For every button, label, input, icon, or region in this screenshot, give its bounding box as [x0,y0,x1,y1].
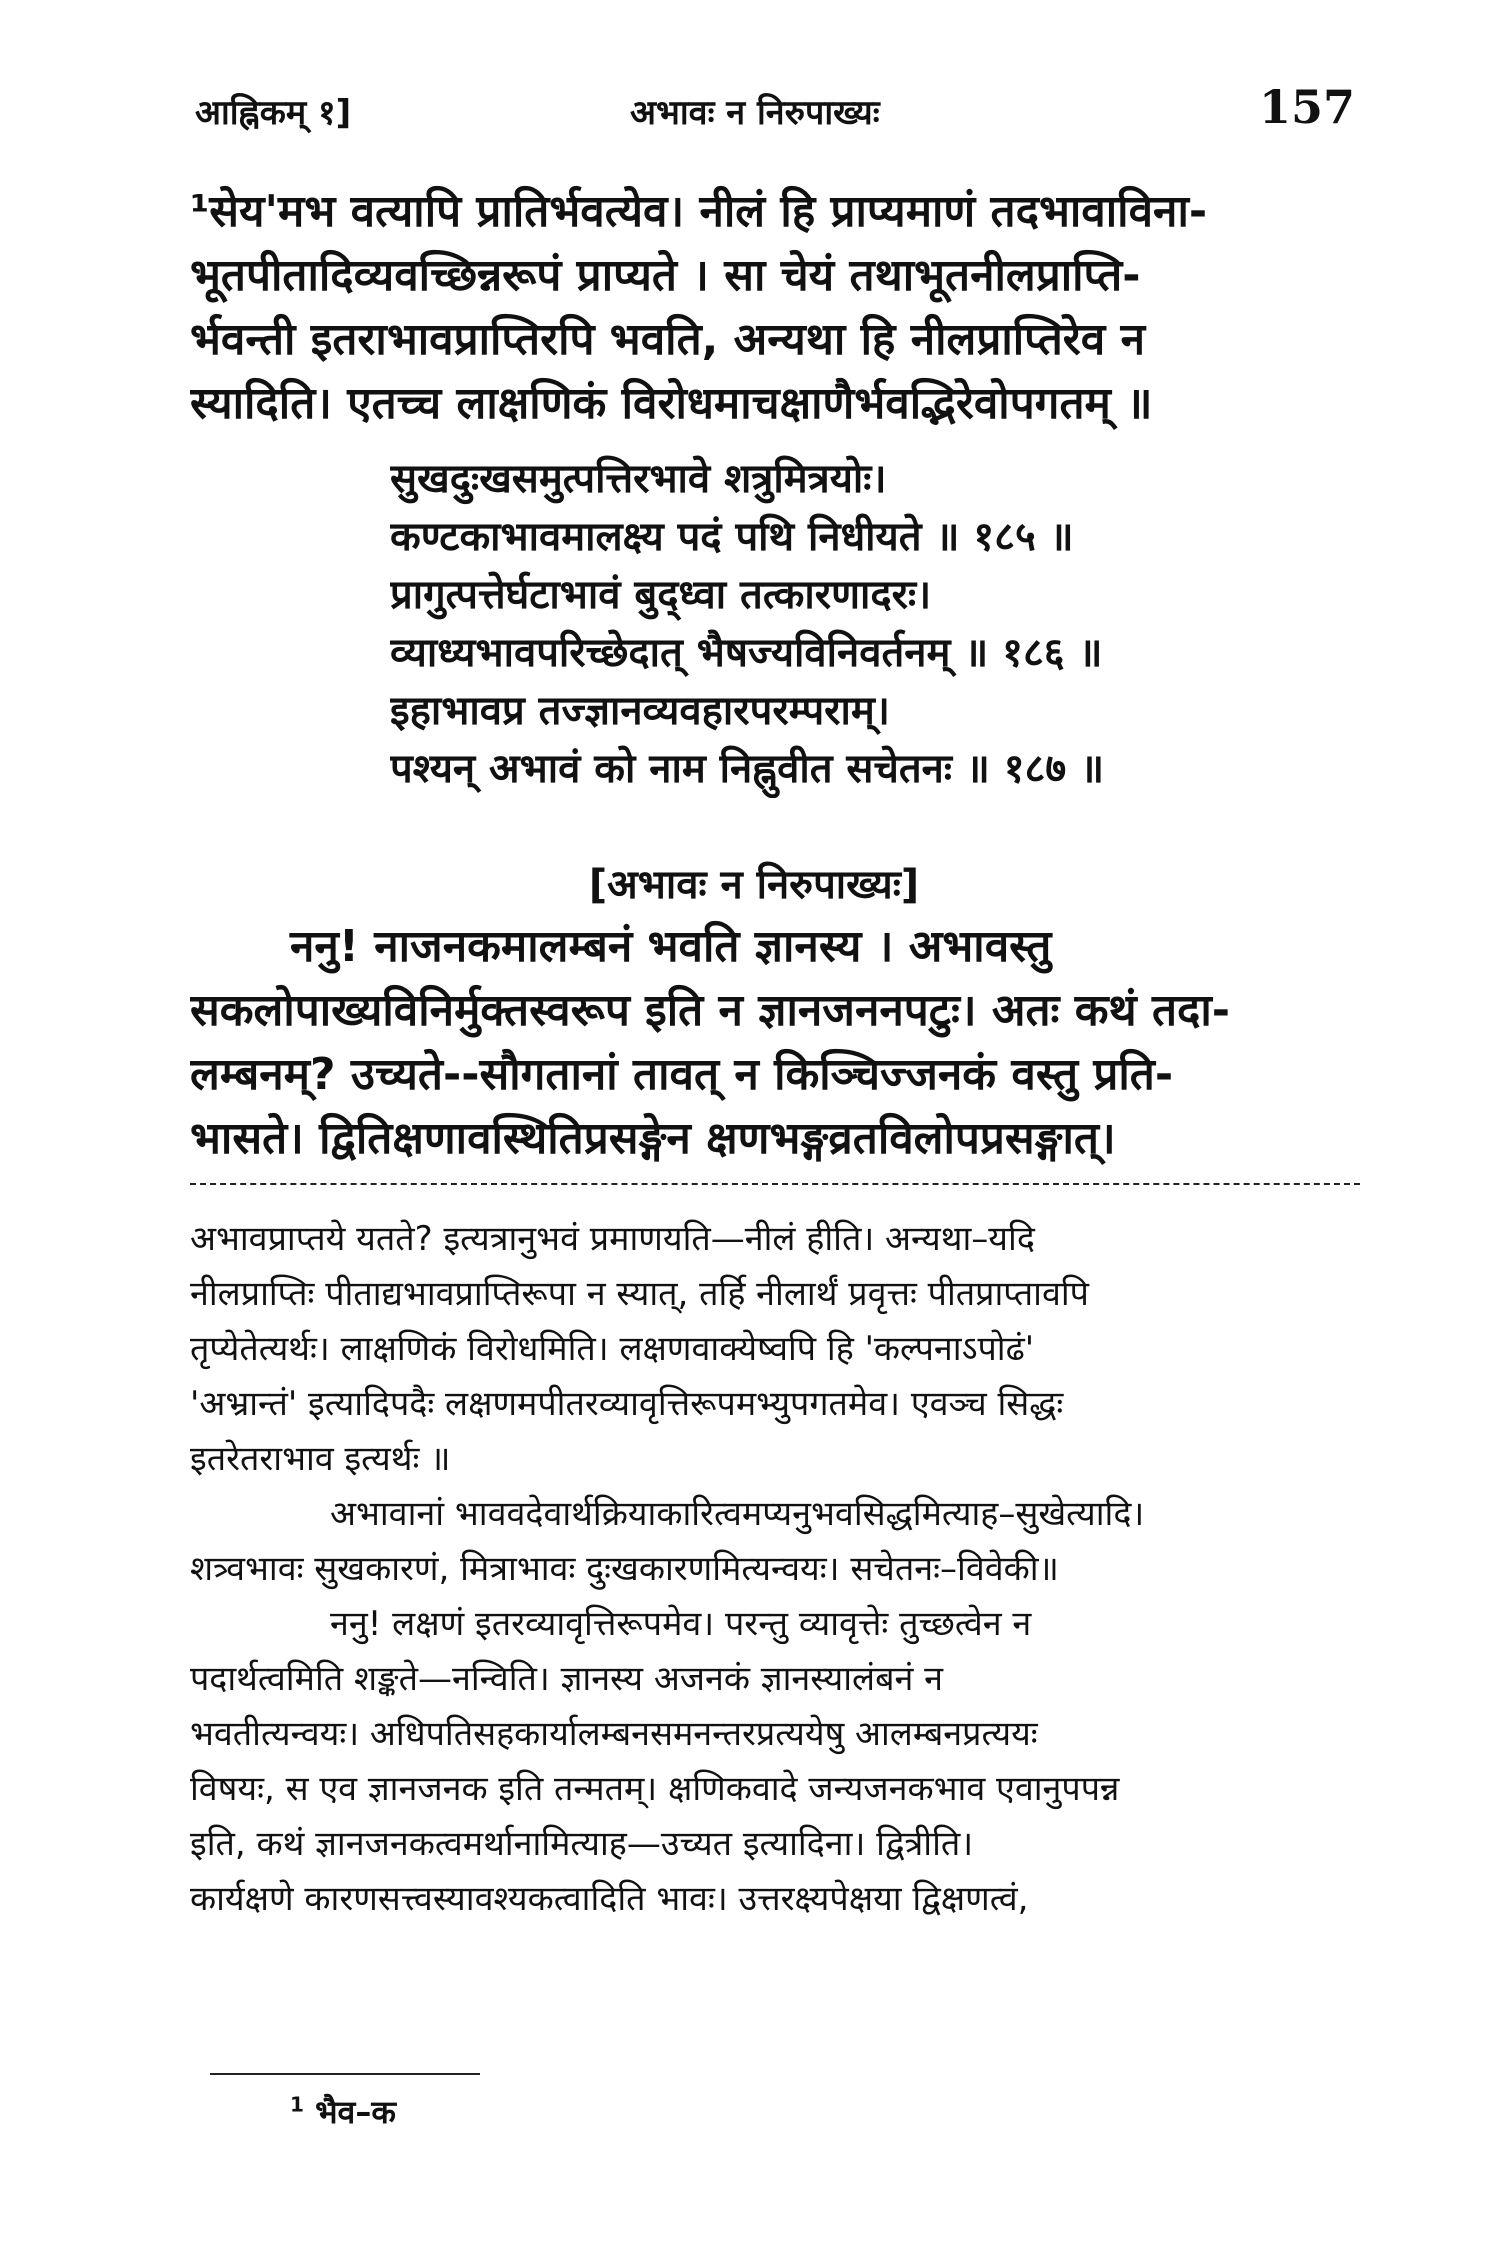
commentary-line: इतरेतराभाव इत्यर्थः ॥ [190,1439,451,1479]
commentary-line: अभावानां भाववदेवार्थक्रियाकारित्वमप्यनुभवसिद्धमित्याह–सुखेत्यादि। [330,1494,1145,1534]
verse-line: प्रागुत्पत्तेर्घटाभावं बुद्ध्वा तत्कारणादरः। [390,572,932,618]
text-line: र्भवन्ती इतराभावप्राप्तिरपि भवति, अन्यथा हि नीलप्राप्तिरेव न [190,314,1146,365]
commentary-line: भवतीत्यन्वयः। अधिपतिसहकार्यालम्बनसमनन्तरप्रत्ययेषु आलम्बनप्रत्ययः [190,1714,1038,1754]
text-line: ननु! नाजनकमालम्बनं भवति ज्ञानस्य । अभावस्तु [290,921,1052,972]
commentary-line: अभावप्राप्तये यतते? इत्यत्रानुभवं प्रमाणयति—नीलं हीति। अन्यथा–यदि [190,1219,1035,1259]
page-number: 157 [1258,80,1355,134]
main-text-paragraph-2 [190,915,1360,1171]
running-title: अभावः न निरुपाख्यः [630,93,880,133]
commentary-block [190,1212,1360,1927]
commentary-line: पदार्थत्वमिति शङ्कते—नन्विति। ज्ञानस्य अजनकं ज्ञानस्यालंबनं न [190,1659,944,1699]
verse-line: पश्यन् अभावं को नाम निह्नुवीत सचेतनः ॥ १८७ ॥ [390,746,1105,792]
text-line: लम्बनम्? उच्यते--सौगतानां तावत् न किञ्चिज्जनकं वस्तु प्रति- [190,1049,1174,1100]
footnote [290,2090,396,2133]
footnote-text: भैव–क [315,2093,396,2131]
text-line: ¹सेय'मभ वत्यापि प्रातिर्भवत्येव। नीलं हि प्राप्यमाणं तदभावाविना- [190,186,1208,237]
verse-line: व्याध्यभावपरिच्छेदात् भैषज्यविनिवर्तनम् ॥ १८६ ॥ [390,630,1103,676]
verse-block [390,450,1290,798]
text-line: भूतपीतादिव्यवच्छिन्नरूपं प्राप्यते । सा चेयं तथाभूतनीलप्राप्ति- [190,250,1141,301]
text-line: स्यादिति। एतच्च लाक्षणिकं विरोधमाचक्षाणैर्भवद्भिरेवोपगतम् ॥ [190,378,1153,429]
commentary-line: विषयः, स एव ज्ञानजनक इति तन्मतम्। क्षणिकवादे जन्यजनकभाव एवानुपपन्न [190,1769,1120,1809]
commentary-line: नीलप्राप्तिः पीताद्यभावप्राप्तिरूपा न स्यात्, तर्हि नीलार्थं प्रवृत्तः पीतप्राप्तावपि [190,1274,1089,1314]
commentary-line: 'अभ्रान्तं' इत्यादिपदैः लक्षणमपीतरव्यावृत्तिरूपमभ्युपगतमेव। एवञ्च सिद्धः [190,1384,1064,1424]
commentary-line: शत्र्वभावः सुखकारणं, मित्राभावः दुःखकारणमित्यन्वयः। सचेतनः–विवेकी॥ [190,1549,1059,1589]
text-line: भासते। द्वितिक्षणावस्थितिप्रसङ्गेन क्षणभङ्गव्रतविलोपप्रसङ्गात्। [190,1113,1116,1164]
commentary-line: कार्यक्षणे कारणसत्त्वस्यावश्यकत्वादिति भावः। उत्तरक्ष्यपेक्षया द्विक्षणत्वं, [190,1879,1029,1919]
footnote-divider [210,2073,480,2075]
verse-line: सुखदुःखसमुत्पत्तिरभावे शत्रुमित्रयोः। [390,456,887,502]
main-text-paragraph-1 [190,180,1360,436]
commentary-line: तृप्येतेत्यर्थः। लाक्षणिकं विरोधमिति। लक्षणवाक्येष्वपि हि 'कल्पनाऽपोढं' [190,1329,1035,1369]
chapter-label: आह्निकम् १] [195,93,352,133]
commentary-line: ननु! लक्षणं इतरव्यावृत्तिरूपमेव। परन्तु व्यावृत्तेः तुच्छत्वेन न [330,1604,1032,1644]
verse-line: कण्टकाभावमालक्ष्य पदं पथि निधीयते ॥ १८५ ॥ [390,514,1074,560]
commentary-line: इति, कथं ज्ञानजनकत्वमर्थानामित्याह—उच्यत इत्यादिना। द्वित्रीति। [190,1824,974,1864]
commentary-divider [190,1183,1360,1185]
footnote-marker: 1 [290,2092,304,2117]
text-line: सकलोपाख्यविनिर्मुक्तस्वरूप इति न ज्ञानजननपटुः। अतः कथं तदा- [190,985,1231,1036]
verse-line: इहाभावप्र तज्ज्ञानव्यवहारपरम्पराम्। [390,688,890,734]
page-header [195,80,1355,150]
section-heading: [अभावः न निरुपाख्यः] [588,862,920,908]
